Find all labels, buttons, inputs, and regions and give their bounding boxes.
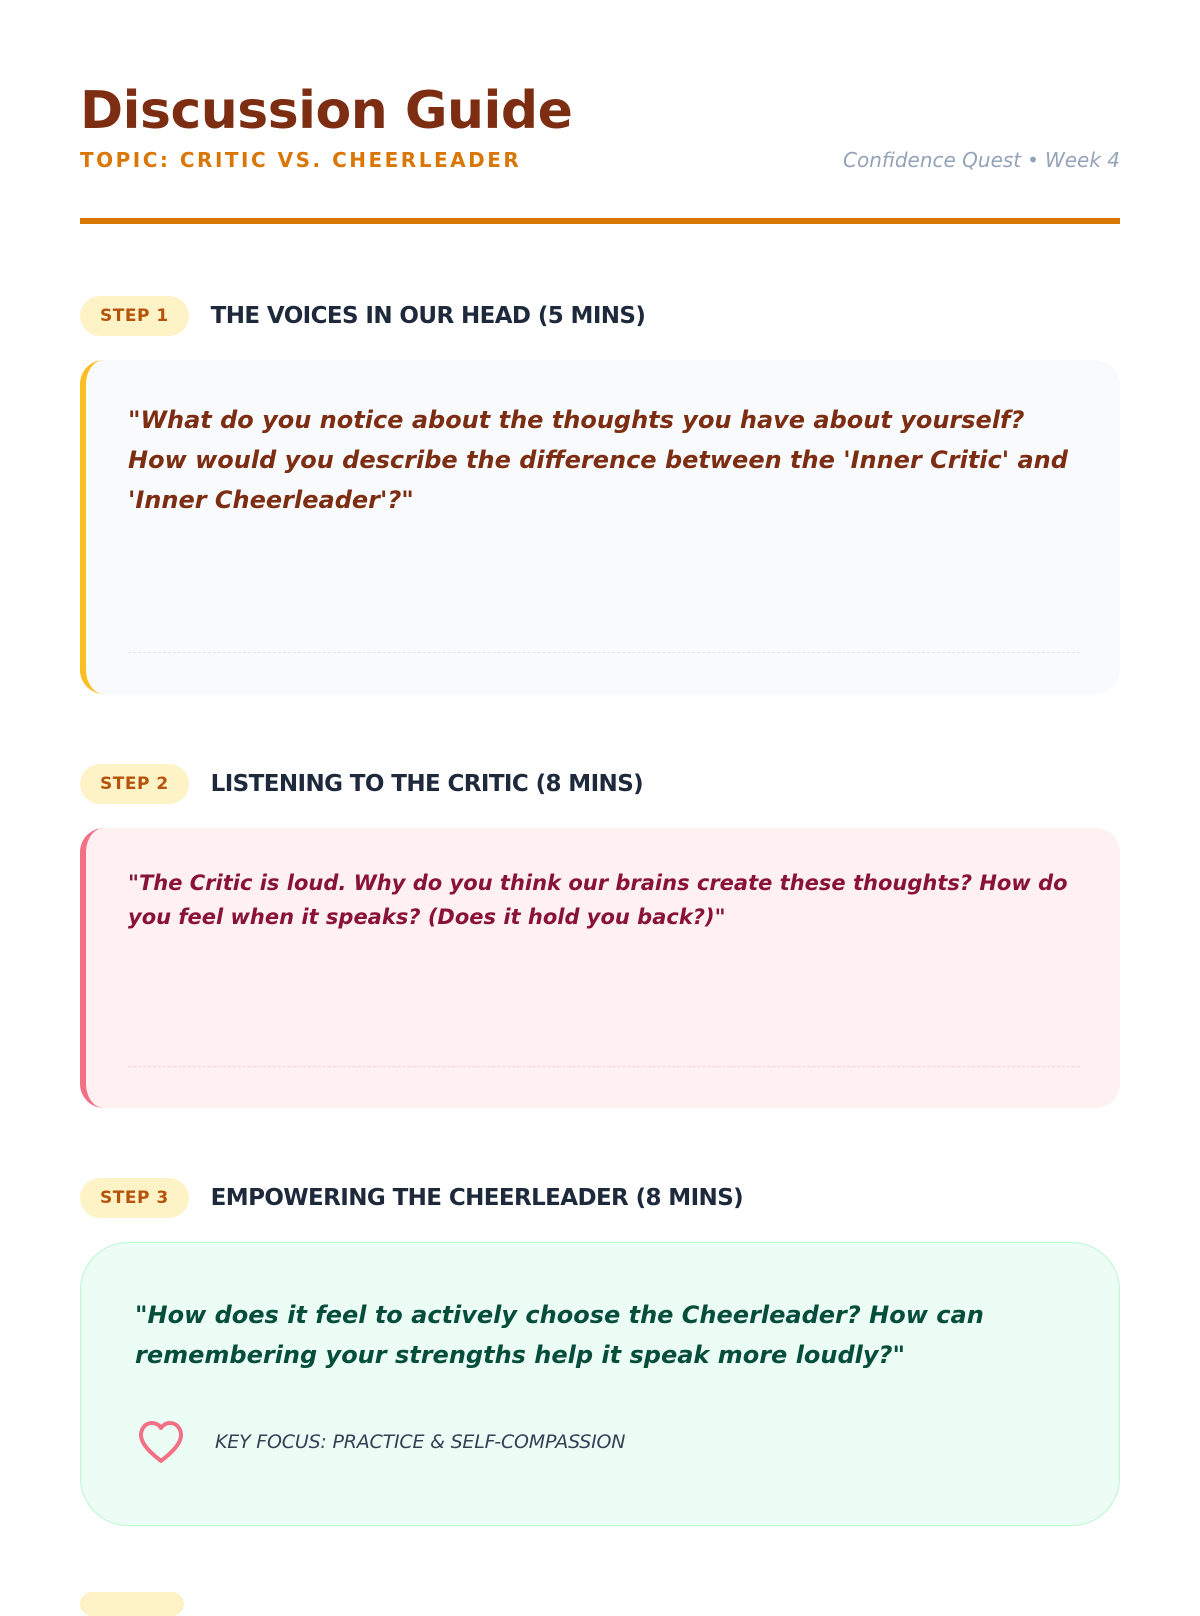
series-label [843, 148, 1120, 172]
guide-header [80, 80, 1120, 228]
key-focus-label: KEY FOCUS: PRACTICE & SELF-COMPASSION [215, 1431, 626, 1453]
step-3-card [80, 1242, 1120, 1526]
key-focus [135, 1417, 625, 1467]
step-2-heading [80, 764, 643, 804]
step-3-prompt: "How does it feel to actively choose the Cheerleader? How can remembering your strengths help it speak more loudly?" [135, 1301, 984, 1369]
step-1-title: THE VOICES IN OUR HEAD (5 MINS) [210, 303, 646, 329]
header-divider [80, 218, 1120, 224]
discussion-guide-page [80, 0, 1120, 1600]
topic-label: TOPIC: CRITIC VS. CHEERLEADER [80, 148, 522, 172]
step-1-answer-line [128, 652, 1080, 653]
week-label: Week 4 [1044, 148, 1120, 172]
step-2-badge: STEP 2 [80, 764, 189, 804]
heart-icon [135, 1417, 187, 1467]
step-3-heading [80, 1178, 743, 1218]
step-1-card [80, 360, 1120, 694]
step-3-title: EMPOWERING THE CHEERLEADER (8 MINS) [210, 1185, 744, 1211]
step-2-answer-line [128, 1066, 1080, 1067]
step-2-title: LISTENING TO THE CRITIC (8 MINS) [210, 771, 644, 797]
page-title: Discussion Guide [80, 81, 573, 141]
separator-dot: • [1027, 148, 1039, 172]
step-2-card [80, 828, 1120, 1108]
step-1-heading [80, 296, 645, 336]
program-name: Confidence Quest [843, 148, 1022, 172]
step-4-badge [80, 1592, 184, 1616]
step-2-prompt: "The Critic is loud. Why do you think our brains create these thoughts? How do you feel when it speaks? (Does it hold you back?)" [128, 871, 1068, 929]
step-1-prompt: "What do you notice about the thoughts you have about yourself? How would you describe the difference between the 'Inner Critic' and 'Inner Cheerleader'?" [128, 406, 1068, 514]
step-3-badge: STEP 3 [80, 1178, 189, 1218]
step-1-badge: STEP 1 [80, 296, 189, 336]
